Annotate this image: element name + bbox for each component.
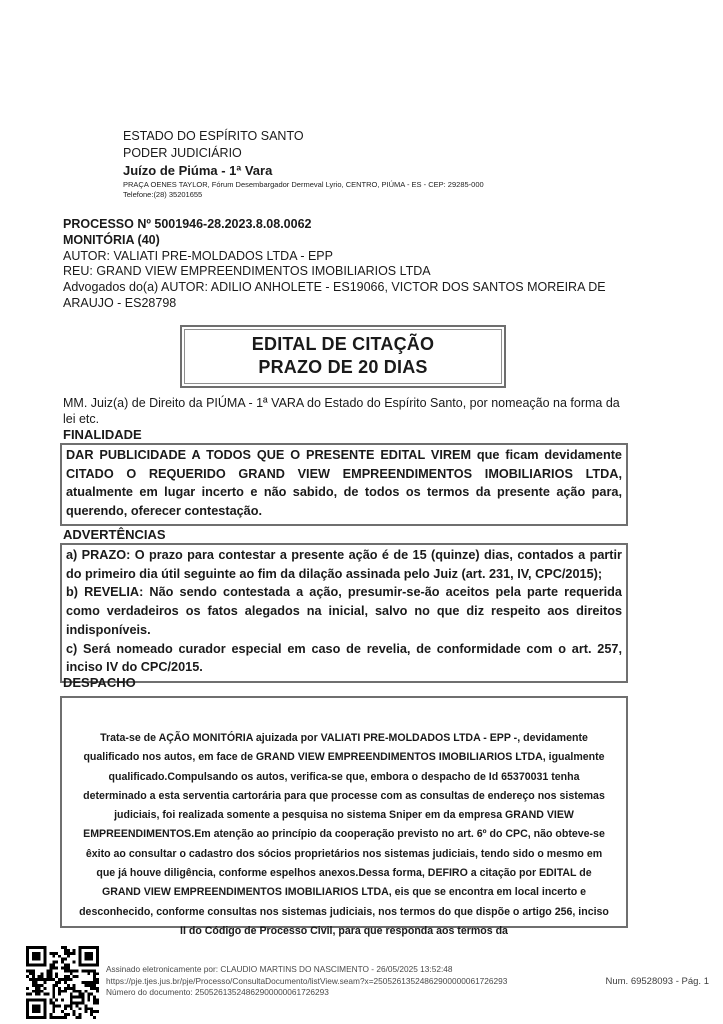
qr-code-icon [26,946,99,1019]
page-reference: Num. 69528093 - Pág. 1 [605,976,709,987]
verification-url: https://pje.tjes.jus.br/pje/Processo/ConsultaDocumento/listView.seam?x=25052613524862900000061726293 [106,975,508,986]
process-defendant: REU: GRAND VIEW EMPREENDIMENTOS IMOBILIARIOS LTDA [63,264,431,279]
despacho-heading: DESPACHO [63,675,136,690]
court-header [123,128,643,199]
advertencia-item-prazo: a) PRAZO: O prazo para contestar a presente ação é de 15 (quinze) dias, contados a partir do primeiro dia útil seguinte ao fim da dilação assinada pelo Juiz (art. 231, IV, CPC/2015); [66,548,622,581]
header-state: ESTADO DO ESPÍRITO SANTO [123,129,304,143]
advertencia-item-curador: c) Será nomeado curador especial em caso de revelia, de conformidade com o art. 257, inciso IV do CPC/2015. [66,641,622,675]
advertencia-item-revelia: b) REVELIA: Não sendo contestada a ação, presumir-se-ão aceitos pela parte requerida como verdadeiros os fatos alegados na inicial, salvo no que diz respeito aos direitos indisponíveis. [66,585,622,637]
header-court: Juízo de Piúma - 1ª Vara [123,163,273,178]
process-author: AUTOR: VALIATI PRE-MOLDADOS LTDA - EPP [63,248,333,263]
edital-subtitle: PRAZO DE 20 DIAS [258,357,428,377]
process-class: MONITÓRIA (40) [63,232,160,247]
finalidade-box: DAR PUBLICIDADE A TODOS QUE O PRESENTE EDITAL VIREM que ficam devidamente CITADO O REQUERIDO GRAND VIEW EMPREENDIMENTOS IMOBILIARIOS LTDA, atualmente em lugar incerto e não sabido, de todos os termos da presente ação para, querendo, oferecer contestação. [60,443,628,526]
signature-line: Assinado eletronicamente por: CLAUDIO MARTINS DO NASCIMENTO - 26/05/2025 13:52:48 [106,964,453,974]
edital-title-inner [184,329,502,384]
advertencias-box [60,543,628,683]
intro-paragraph: MM. Juiz(a) de Direito da PIÚMA - 1ª VARA do Estado do Espírito Santo, por nomeação na forma da lei etc. [63,396,620,426]
header-branch: PODER JUDICIÁRIO [123,146,242,160]
despacho-box: Trata-se de AÇÃO MONITÓRIA ajuizada por VALIATI PRE-MOLDADOS LTDA - EPP -, devidamente qualificado nos autos, em face de GRAND VIEW EMPREENDIMENTOS IMOBILIARIOS LTDA, igualmente qualificado.Compulsando os autos, verifica-se que, embora o despacho de Id 65370031 tenha determinado a esta serventia cartorária para que processe com as consultas de endereço nos sistemas judiciais, foi realizada somente a pesquisa no sistema Sniper em da empresa GRAND VIEW EMPREENDIMENTOS.Em atenção ao princípio da cooperação previsto no art. 6º do CPC, não obteve-se êxito ao consultar o cadastro dos sócios proprietários nos sistemas judiciais, tendo sido o mesmo em que já houve diligência, conforme espelhos anexos.Dessa forma, DEFIRO a citação por EDITAL de GRAND VIEW EMPREENDIMENTOS IMOBILIARIOS LTDA, eis que se encontra em local incerto e desconhecido, conforme consultas nos sistemas judiciais, nos termos do que dispõe o artigo 256, inciso II do Código de Processo Civil, para que responda aos termos da [60,696,628,928]
signature-block [106,964,586,999]
advertencias-heading: ADVERTÊNCIAS [63,527,166,542]
edital-title: EDITAL DE CITAÇÃO [251,334,435,354]
document-number: Número do documento: 25052613524862900000061726293 [106,987,329,997]
header-phone: Telefone:(28) 35201655 [123,189,203,199]
process-number: PROCESSO Nº 5001946-28.2023.8.08.0062 [63,217,312,231]
process-lawyers: Advogados do(a) AUTOR: ADILIO ANHOLETE - ES19066, VICTOR DOS SANTOS MOREIRA DE ARAUJO - ES28798 [63,280,606,310]
finalidade-heading: FINALIDADE [63,427,142,442]
process-block [63,217,625,312]
edital-title-box [180,325,506,388]
header-address: PRAÇA OENES TAYLOR, Fórum Desembargador Dermeval Lyrio, CENTRO, PIÚMA - ES - CEP: 29285-000 [123,180,484,189]
